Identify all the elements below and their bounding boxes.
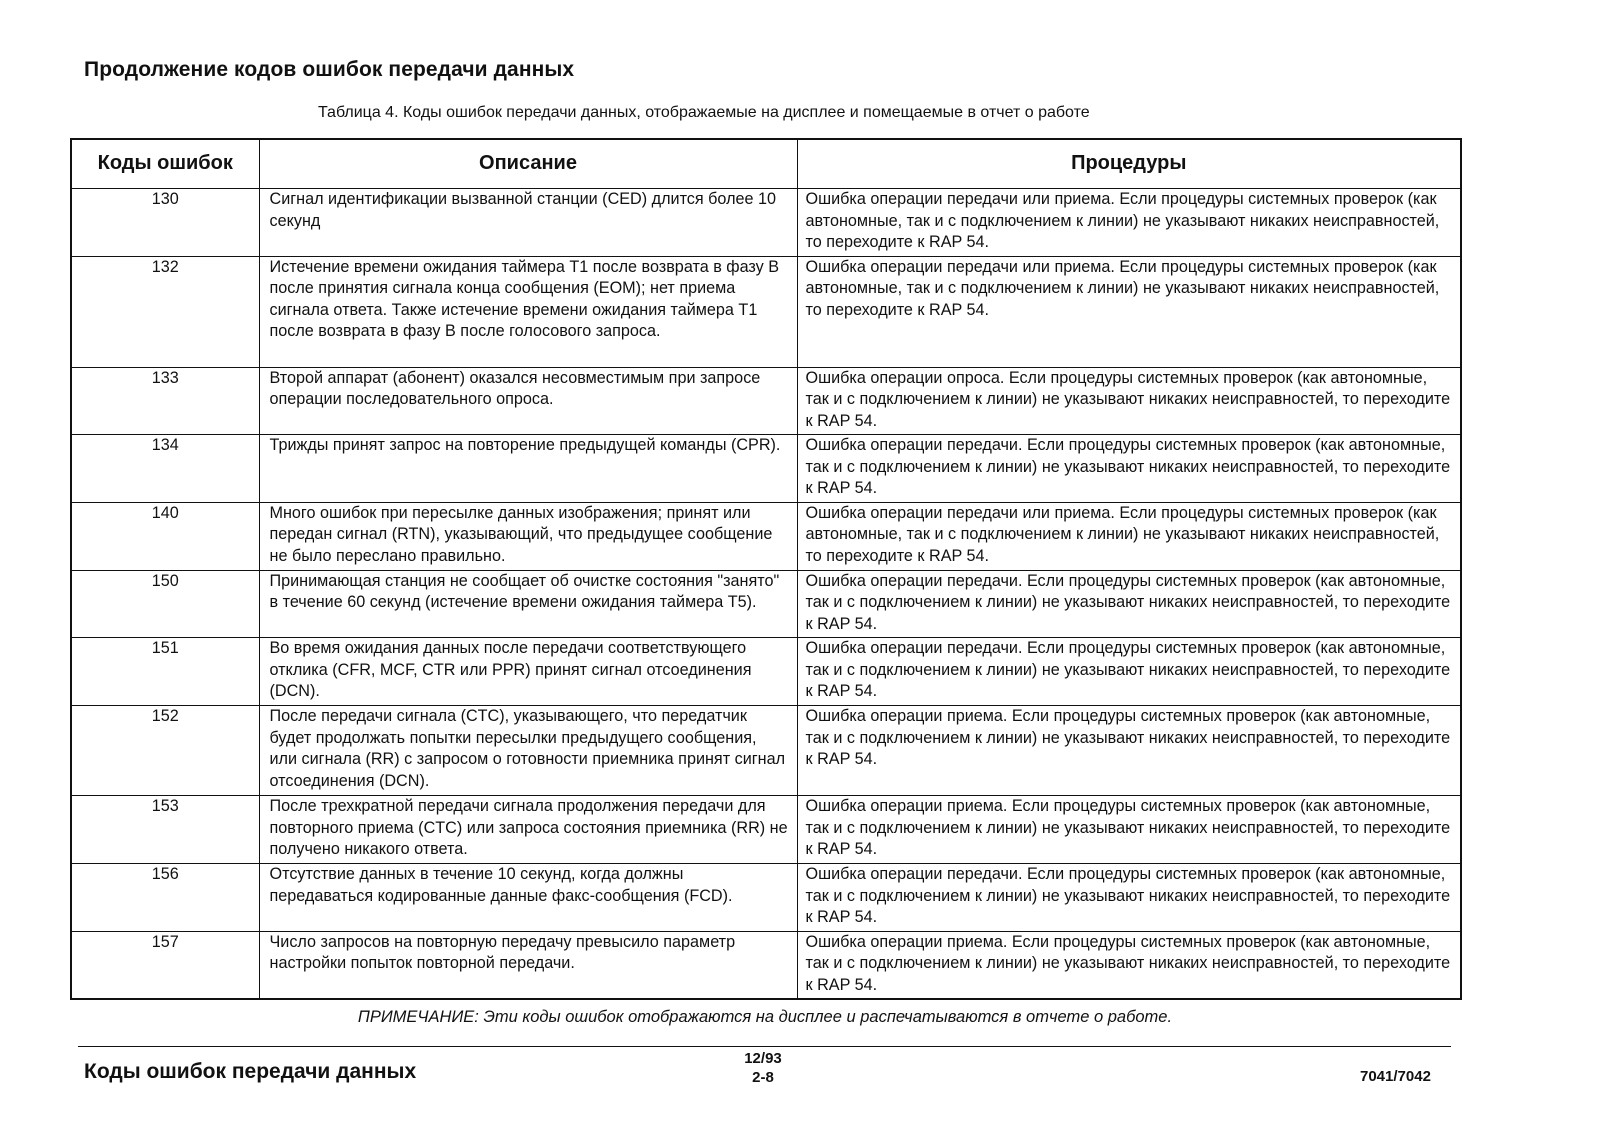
error-code-cell: 153	[71, 796, 259, 864]
error-code-cell: 134	[71, 435, 259, 503]
error-code-cell: 130	[71, 189, 259, 257]
description-cell: Принимающая станция не сообщает об очистке состояния "занято" в течение 60 секунд (истечение времени ожидания таймера T5).	[259, 570, 797, 638]
header-codes: Коды ошибок	[71, 139, 259, 189]
page-title: Продолжение кодов ошибок передачи данных	[84, 58, 575, 81]
procedure-cell: Ошибка операции опроса. Если процедуры системных проверок (как автономные, так и с подключением к линии) не указывают никаких неисправностей, то переходите к RAP 54.	[797, 367, 1461, 435]
procedure-cell: Ошибка операции приема. Если процедуры системных проверок (как автономные, так и с подключением к линии) не указывают никаких неисправностей, то переходите к RAP 54.	[797, 706, 1461, 796]
description-cell: После передачи сигнала (CTC), указывающего, что передатчик будет продолжать попытки пересылки предыдущего сообщения, или сигнала (RR) с запросом о готовности приемника принят сигнал отсоединения (DCN).	[259, 706, 797, 796]
table-row	[71, 796, 1461, 864]
description-cell: Второй аппарат (абонент) оказался несовместимым при запросе операции последовательного опроса.	[259, 367, 797, 435]
error-codes-table	[70, 138, 1462, 1000]
description-cell: После трехкратной передачи сигнала продолжения передачи для повторного приема (CTC) или запроса состояния приемника (RR) не получено никакого ответа.	[259, 796, 797, 864]
description-cell: Отсутствие данных в течение 10 секунд, когда должны передаваться кодированные данные факс-сообщения (FCD).	[259, 864, 797, 932]
description-cell: Много ошибок при пересылке данных изображения; принят или передан сигнал (RTN), указывающий, что предыдущее сообщение не было переслано правильно.	[259, 502, 797, 570]
header-procedures: Процедуры	[797, 139, 1461, 189]
error-code-cell: 150	[71, 570, 259, 638]
footer-page-number: 2-8	[752, 1069, 774, 1086]
error-code-cell: 152	[71, 706, 259, 796]
table-row	[71, 638, 1461, 706]
table-row	[71, 189, 1461, 257]
footer-divider	[78, 1046, 1451, 1047]
table-row	[71, 435, 1461, 503]
table-row	[71, 931, 1461, 999]
footer-date: 12/93	[744, 1050, 782, 1067]
description-cell: Трижды принят запрос на повторение предыдущей команды (CPR).	[259, 435, 797, 503]
error-code-cell: 140	[71, 502, 259, 570]
error-code-cell: 151	[71, 638, 259, 706]
description-cell: Число запросов на повторную передачу превысило параметр настройки попыток повторной передачи.	[259, 931, 797, 999]
procedure-cell: Ошибка операции передачи. Если процедуры системных проверок (как автономные, так и с подключением к линии) не указывают никаких неисправностей, то переходите к RAP 54.	[797, 864, 1461, 932]
table-row	[71, 256, 1461, 367]
table-caption: Таблица 4. Коды ошибок передачи данных, отображаемые на дисплее и помещаемые в отчет о работе	[318, 104, 1090, 121]
description-cell: Во время ожидания данных после передачи соответствующего отклика (CFR, MCF, CTR или PPR) принят сигнал отсоединения (DCN).	[259, 638, 797, 706]
procedure-cell: Ошибка операции передачи. Если процедуры системных проверок (как автономные, так и с подключением к линии) не указывают никаких неисправностей, то переходите к RAP 54.	[797, 570, 1461, 638]
procedure-cell: Ошибка операции передачи или приема. Если процедуры системных проверок (как автономные, так и с подключением к линии) не указывают никаких неисправностей, то переходите к RAP 54.	[797, 502, 1461, 570]
error-code-cell: 156	[71, 864, 259, 932]
procedure-cell: Ошибка операции передачи или приема. Если процедуры системных проверок (как автономные, так и с подключением к линии) не указывают никаких неисправностей, то переходите к RAP 54.	[797, 189, 1461, 257]
error-code-cell: 132	[71, 256, 259, 367]
table-row	[71, 864, 1461, 932]
procedure-cell: Ошибка операции передачи. Если процедуры системных проверок (как автономные, так и с подключением к линии) не указывают никаких неисправностей, то переходите к RAP 54.	[797, 638, 1461, 706]
procedure-cell: Ошибка операции приема. Если процедуры системных проверок (как автономные, так и с подключением к линии) не указывают никаких неисправностей, то переходите к RAP 54.	[797, 796, 1461, 864]
header-description: Описание	[259, 139, 797, 189]
procedure-cell: Ошибка операции передачи или приема. Если процедуры системных проверок (как автономные, так и с подключением к линии) не указывают никаких неисправностей, то переходите к RAP 54.	[797, 256, 1461, 367]
footer-section-title: Коды ошибок передачи данных	[84, 1060, 417, 1083]
description-cell: Сигнал идентификации вызванной станции (CED) длится более 10 секунд	[259, 189, 797, 257]
error-code-cell: 133	[71, 367, 259, 435]
procedure-cell: Ошибка операции приема. Если процедуры системных проверок (как автономные, так и с подключением к линии) не указывают никаких неисправностей, то переходите к RAP 54.	[797, 931, 1461, 999]
table-row	[71, 706, 1461, 796]
table-row	[71, 502, 1461, 570]
footer-model-number: 7041/7042	[1360, 1068, 1431, 1085]
description-cell: Истечение времени ожидания таймера T1 после возврата в фазу B после принятия сигнала конца сообщения (EOM); нет приема сигнала ответа. Также истечение времени ожидания таймера T1 после возврата в фазу B после голосового запроса.	[259, 256, 797, 367]
error-code-cell: 157	[71, 931, 259, 999]
procedure-cell: Ошибка операции передачи. Если процедуры системных проверок (как автономные, так и с подключением к линии) не указывают никаких неисправностей, то переходите к RAP 54.	[797, 435, 1461, 503]
table-note: ПРИМЕЧАНИЕ: Эти коды ошибок отображаются на дисплее и распечатываются в отчете о работе.	[357, 1008, 1173, 1026]
table-header-row	[71, 139, 1461, 189]
table-row	[71, 367, 1461, 435]
table-row	[71, 570, 1461, 638]
